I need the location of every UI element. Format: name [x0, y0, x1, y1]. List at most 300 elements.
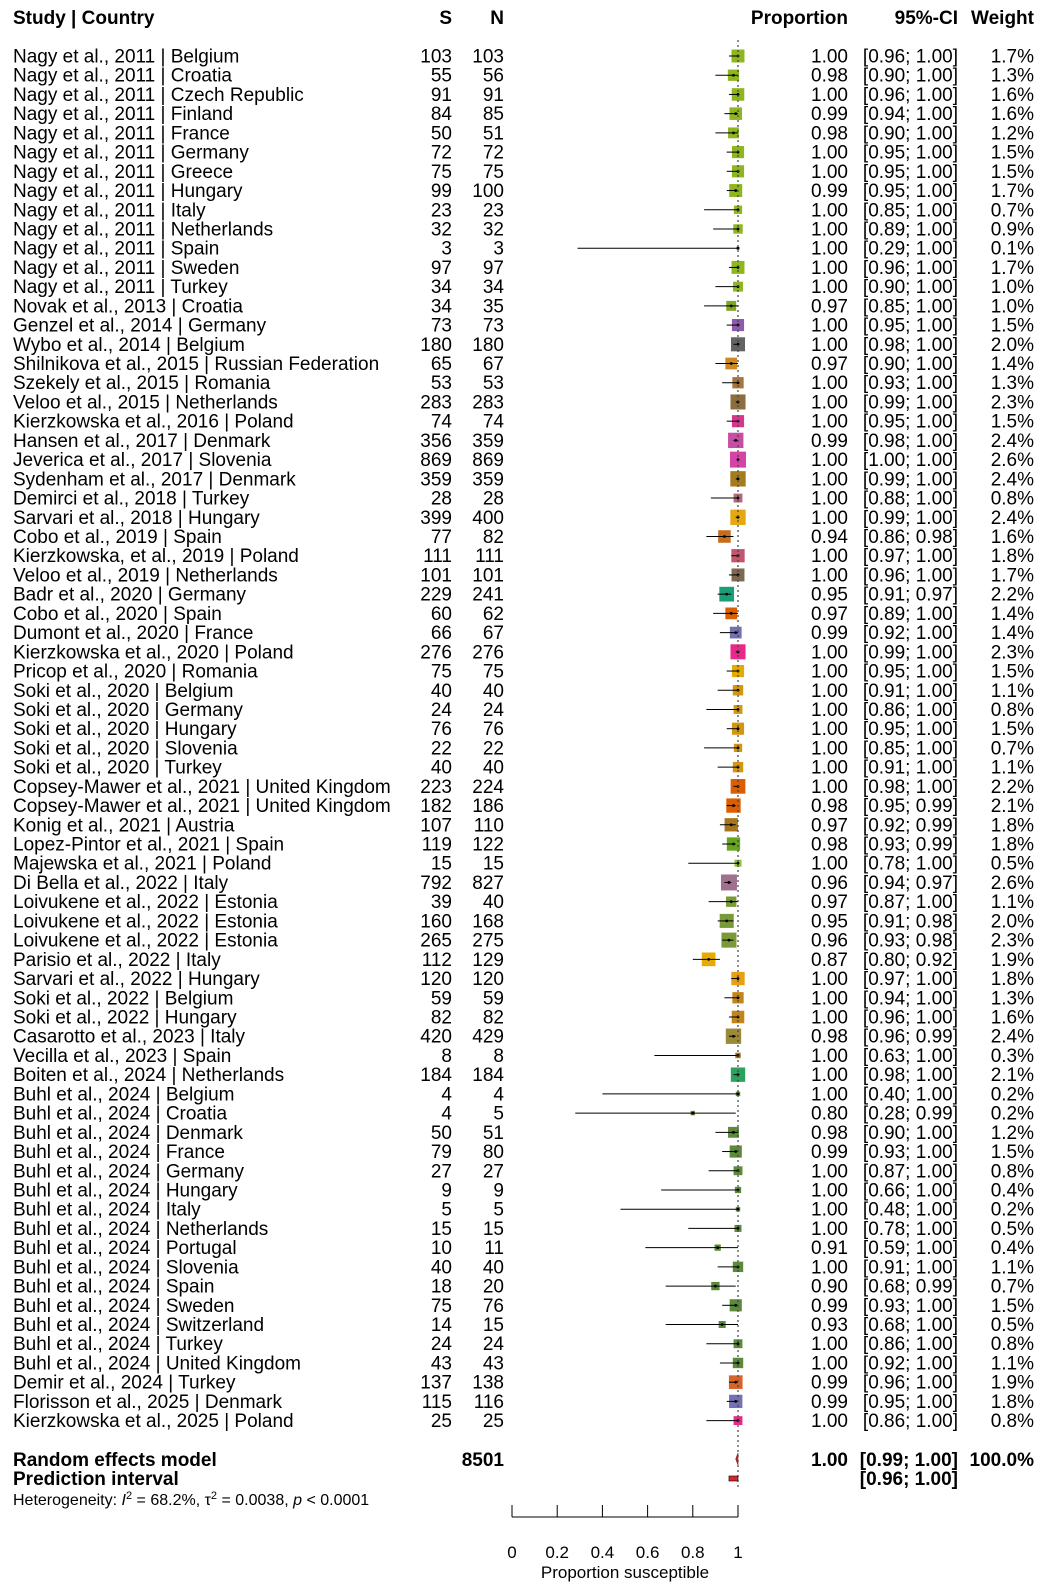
study-s: 75 — [430, 1295, 452, 1317]
study-proportion: 0.91 — [811, 1238, 848, 1260]
study-point — [732, 843, 735, 846]
study-n: 75 — [482, 661, 504, 683]
study-weight: 1.8% — [990, 546, 1034, 568]
study-weight: 1.5% — [990, 411, 1034, 433]
study-n: 359 — [472, 469, 504, 491]
study-n: 5 — [493, 1199, 504, 1221]
study-point — [737, 1227, 740, 1230]
study-proportion: 1.00 — [811, 1199, 848, 1221]
study-weight: 2.4% — [990, 469, 1034, 491]
study-ci: [0.94; 1.00] — [862, 988, 958, 1010]
study-n: 103 — [472, 46, 504, 68]
study-s: 28 — [430, 488, 452, 510]
study-proportion: 1.00 — [811, 853, 848, 875]
study-s: 10 — [430, 1238, 452, 1260]
study-n: 40 — [482, 680, 504, 702]
study-weight: 1.8% — [990, 815, 1034, 837]
study-weight: 1.1% — [990, 892, 1034, 914]
study-n: 24 — [482, 1334, 504, 1356]
study-ci: [0.95; 1.00] — [862, 661, 958, 683]
study-weight: 0.9% — [990, 219, 1034, 241]
study-proportion: 1.00 — [811, 219, 848, 241]
study-ci: [0.63; 1.00] — [862, 1045, 958, 1067]
prediction-interval-label: Prediction interval — [13, 1469, 179, 1490]
study-ci: [0.91; 1.00] — [862, 757, 958, 779]
study-n: 186 — [472, 796, 504, 818]
study-s: 107 — [420, 815, 452, 837]
study-ci: [0.90; 1.00] — [862, 277, 958, 299]
study-label: Buhl et al., 2024 | Turkey — [13, 1334, 223, 1356]
study-label: Wybo et al., 2014 | Belgium — [13, 334, 245, 356]
study-proportion: 1.00 — [811, 969, 848, 991]
study-ci: [0.99; 1.00] — [862, 392, 958, 414]
study-n: 111 — [475, 546, 504, 568]
study-ci: [0.96; 0.99] — [862, 1026, 958, 1048]
study-ci: [0.95; 0.99] — [862, 796, 958, 818]
study-row — [13, 911, 1034, 932]
study-row — [13, 681, 1034, 702]
study-label: Soki et al., 2020 | Slovenia — [13, 738, 238, 760]
study-label: Kierzkowska et al., 2016 | Poland — [13, 411, 294, 433]
study-s: 180 — [420, 334, 452, 356]
study-ci: [0.92; 1.00] — [862, 1353, 958, 1375]
study-n: 138 — [472, 1372, 504, 1394]
study-label: Nagy et al., 2011 | Sweden — [13, 257, 240, 279]
study-n: 429 — [472, 1026, 504, 1048]
study-proportion: 1.00 — [811, 450, 848, 472]
study-proportion: 1.00 — [811, 1045, 848, 1067]
study-n: 23 — [482, 200, 504, 222]
study-row — [13, 258, 1034, 279]
study-s: 184 — [420, 1065, 452, 1087]
study-row — [13, 200, 1034, 221]
x-axis-tick-label: 0 — [507, 1543, 517, 1562]
study-n: 120 — [472, 969, 504, 991]
study-s: 14 — [430, 1315, 452, 1337]
study-point — [737, 247, 740, 250]
study-label: Buhl et al., 2024 | Portugal — [13, 1238, 237, 1260]
study-row — [13, 585, 1034, 606]
study-row — [13, 1180, 1034, 1201]
study-weight: 0.8% — [990, 1411, 1034, 1433]
study-n: 76 — [482, 1295, 504, 1317]
study-s: 5 — [441, 1199, 452, 1221]
x-axis-tick-label: 0.2 — [545, 1543, 570, 1562]
study-row — [13, 969, 1034, 990]
study-n: 129 — [472, 949, 504, 971]
study-s: 265 — [420, 930, 452, 952]
study-row — [13, 1334, 1034, 1355]
study-n: 76 — [482, 719, 504, 741]
study-weight: 0.3% — [990, 1045, 1034, 1067]
study-weight: 1.9% — [990, 1372, 1034, 1394]
study-s: 40 — [430, 757, 452, 779]
study-label: Cobo et al., 2019 | Spain — [13, 527, 222, 548]
study-row — [13, 1104, 1034, 1125]
study-label: Nagy et al., 2011 | Hungary — [13, 181, 243, 203]
study-ci: [0.96; 1.00] — [862, 565, 958, 587]
study-weight: 1.1% — [990, 1353, 1034, 1375]
study-weight: 1.6% — [990, 1007, 1034, 1029]
study-row — [13, 104, 1034, 125]
study-label: Nagy et al., 2011 | Belgium — [13, 46, 240, 68]
study-row — [13, 738, 1034, 759]
x-axis-tick-label: 0.4 — [590, 1543, 615, 1562]
study-n: 110 — [473, 815, 504, 837]
study-weight: 1.1% — [990, 757, 1034, 779]
study-label: Loivukene et al., 2022 | Estonia — [13, 911, 278, 933]
study-row — [13, 1277, 1034, 1298]
study-point — [716, 1246, 719, 1249]
study-weight: 1.8% — [990, 834, 1034, 856]
random-effects-diamond — [736, 1453, 738, 1465]
study-weight: 1.2% — [990, 123, 1034, 145]
study-row — [13, 1257, 1034, 1278]
study-proportion: 0.80 — [811, 1103, 848, 1125]
study-label: Nagy et al., 2011 | Czech Republic — [13, 84, 304, 106]
study-proportion: 1.00 — [811, 988, 848, 1010]
study-proportion: 1.00 — [811, 315, 848, 337]
study-proportion: 0.98 — [811, 1122, 848, 1144]
heterogeneity-text: Heterogeneity: $I^2 = 68.2\%$, $\tau^2 = 0.0038$, p < 0.0001 — [13, 1490, 370, 1509]
study-proportion: 1.00 — [811, 565, 848, 587]
study-ci: [0.93; 0.98] — [862, 930, 958, 952]
study-weight: 1.8% — [990, 969, 1034, 991]
study-label: Badr et al., 2020 | Germany — [13, 584, 247, 606]
study-row — [13, 873, 1034, 894]
study-row — [13, 123, 1034, 144]
study-n: 75 — [482, 161, 504, 183]
study-point — [732, 131, 735, 134]
study-weight: 1.5% — [990, 719, 1034, 741]
study-label: Soki et al., 2022 | Hungary — [13, 1007, 237, 1029]
study-n: 40 — [482, 757, 504, 779]
study-proportion: 1.00 — [811, 373, 848, 395]
study-s: 283 — [420, 392, 452, 414]
study-label: Nagy et al., 2011 | Netherlands — [13, 219, 274, 241]
study-row — [13, 1296, 1034, 1317]
study-n: 35 — [482, 296, 504, 318]
study-n: 97 — [482, 257, 504, 279]
study-n: 827 — [472, 872, 504, 894]
study-ci: [0.66; 1.00] — [862, 1180, 958, 1202]
study-row — [13, 392, 1034, 413]
study-row — [13, 700, 1034, 721]
study-ci: [0.29; 1.00] — [862, 238, 958, 260]
study-s: 75 — [430, 161, 452, 183]
study-row — [13, 931, 1034, 952]
study-weight: 0.4% — [990, 1238, 1034, 1260]
study-row — [13, 47, 1034, 68]
study-proportion: 0.99 — [811, 1391, 848, 1413]
study-n: 15 — [482, 1218, 504, 1240]
study-label: Demirci et al., 2018 | Turkey — [13, 488, 250, 510]
study-row — [13, 143, 1034, 164]
study-s: 112 — [421, 949, 452, 971]
study-row — [13, 181, 1034, 202]
study-n: 28 — [482, 488, 504, 510]
study-n: 85 — [482, 104, 504, 126]
study-n: 168 — [472, 911, 504, 933]
study-weight: 2.2% — [990, 584, 1034, 606]
study-weight: 1.4% — [990, 603, 1034, 625]
study-weight: 1.1% — [990, 1257, 1034, 1279]
study-weight: 0.5% — [990, 1218, 1034, 1240]
study-s: 84 — [430, 104, 452, 126]
study-label: Jeverica et al., 2017 | Slovenia — [13, 450, 272, 472]
study-label: Veloo et al., 2015 | Netherlands — [13, 392, 278, 414]
study-row — [13, 412, 1034, 433]
study-weight: 1.3% — [990, 65, 1034, 87]
study-proportion: 1.00 — [811, 719, 848, 741]
study-weight: 1.7% — [990, 565, 1034, 587]
study-row — [13, 1084, 1034, 1105]
study-ci: [0.90; 1.00] — [862, 123, 958, 145]
study-weight: 2.6% — [990, 872, 1034, 894]
study-ci: [0.93; 1.00] — [862, 1142, 958, 1164]
study-proportion: 1.00 — [811, 1065, 848, 1087]
study-row — [13, 1142, 1034, 1163]
study-row — [13, 796, 1034, 817]
study-row — [13, 662, 1034, 683]
study-ci: [0.95; 1.00] — [862, 1391, 958, 1413]
study-proportion: 0.94 — [811, 527, 848, 548]
study-weight: 2.4% — [990, 1026, 1034, 1048]
study-row — [13, 1219, 1034, 1240]
study-s: 66 — [430, 623, 452, 645]
study-label: Casarotto et al., 2023 | Italy — [13, 1026, 246, 1048]
study-row — [13, 546, 1034, 567]
study-ci: [0.94; 0.97] — [862, 872, 958, 894]
study-n: 359 — [472, 430, 504, 452]
study-proportion: 1.00 — [811, 642, 848, 664]
study-point — [730, 612, 733, 615]
study-point — [732, 1131, 735, 1134]
study-n: 184 — [472, 1065, 504, 1087]
study-n: 51 — [482, 1122, 504, 1144]
study-s: 32 — [430, 219, 452, 241]
study-ci: [0.93; 1.00] — [862, 1295, 958, 1317]
study-n: 224 — [472, 776, 504, 798]
study-ci: [0.98; 1.00] — [862, 430, 958, 452]
header-study: Study | Country — [13, 8, 155, 29]
study-ci: [0.91; 1.00] — [862, 1257, 958, 1279]
study-proportion: 1.00 — [811, 277, 848, 299]
x-axis-tick-label: 0.8 — [680, 1543, 705, 1562]
study-proportion: 1.00 — [811, 507, 848, 529]
study-weight: 1.0% — [990, 277, 1034, 299]
study-point — [737, 862, 740, 865]
study-ci: [0.88; 1.00] — [862, 488, 958, 510]
study-row — [13, 85, 1034, 106]
header-n: N — [490, 8, 504, 29]
study-row — [13, 469, 1034, 490]
study-label: Lopez-Pintor et al., 2021 | Spain — [13, 834, 285, 856]
header-proportion: Proportion — [750, 8, 848, 29]
study-ci: [0.78; 1.00] — [862, 1218, 958, 1240]
prediction-interval-bar — [729, 1476, 738, 1481]
study-n: 27 — [482, 1161, 504, 1183]
study-s: 4 — [441, 1084, 452, 1106]
study-n: 80 — [482, 1142, 504, 1164]
study-weight: 0.7% — [990, 1276, 1034, 1298]
study-row — [13, 1200, 1034, 1221]
study-s: 101 — [420, 565, 452, 587]
study-label: Parisio et al., 2022 | Italy — [13, 949, 221, 971]
study-weight: 2.4% — [990, 507, 1034, 529]
study-row — [13, 1027, 1034, 1048]
study-s: 869 — [420, 450, 452, 472]
study-row — [13, 719, 1034, 740]
study-label: Copsey-Mawer et al., 2021 | United Kingdom — [13, 776, 391, 798]
study-label: Buhl et al., 2024 | Sweden — [13, 1295, 235, 1317]
study-ci: [0.86; 0.98] — [862, 527, 958, 548]
study-ci: [0.78; 1.00] — [862, 853, 958, 875]
study-label: Shilnikova et al., 2015 | Russian Federation — [13, 354, 380, 376]
study-proportion: 1.00 — [811, 257, 848, 279]
study-label: Sarvari et al., 2022 | Hungary — [13, 969, 260, 991]
study-weight: 1.3% — [990, 988, 1034, 1010]
study-proportion: 1.00 — [811, 200, 848, 222]
study-weight: 2.6% — [990, 450, 1034, 472]
study-label: Florisson et al., 2025 | Denmark — [13, 1391, 282, 1413]
study-s: 229 — [420, 584, 452, 606]
study-ci: [0.68; 0.99] — [862, 1276, 958, 1298]
study-ci: [0.97; 1.00] — [862, 546, 958, 568]
study-point — [725, 920, 728, 923]
study-weight: 0.5% — [990, 1315, 1034, 1337]
study-ci: [0.99; 1.00] — [862, 469, 958, 491]
study-ci: [1.00; 1.00] — [862, 450, 958, 472]
study-point — [734, 631, 737, 634]
study-s: 74 — [430, 411, 452, 433]
study-weight: 2.0% — [990, 334, 1034, 356]
study-ci: [0.97; 1.00] — [862, 969, 958, 991]
study-proportion: 0.98 — [811, 796, 848, 818]
study-row — [13, 431, 1034, 452]
study-weight: 0.4% — [990, 1180, 1034, 1202]
study-row — [13, 354, 1034, 375]
study-proportion: 0.99 — [811, 104, 848, 126]
study-n: 67 — [482, 623, 504, 645]
study-ci: [0.98; 1.00] — [862, 334, 958, 356]
study-n: 82 — [482, 527, 504, 548]
study-s: 399 — [420, 507, 452, 529]
study-row — [13, 277, 1034, 298]
study-label: Pricop et al., 2020 | Romania — [13, 661, 258, 683]
study-n: 9 — [493, 1180, 504, 1202]
study-ci: [0.92; 1.00] — [862, 623, 958, 645]
study-point — [734, 1381, 737, 1384]
study-s: 356 — [420, 430, 452, 452]
random-effects-ci: [0.99; 1.00] — [859, 1450, 958, 1471]
header-ci: 95%-CI — [894, 8, 958, 29]
study-n: 15 — [482, 853, 504, 875]
study-proportion: 0.98 — [811, 1026, 848, 1048]
study-label: Boiten et al., 2024 | Netherlands — [13, 1065, 285, 1087]
study-label: Soki et al., 2020 | Hungary — [13, 719, 237, 741]
study-label: Loivukene et al., 2022 | Estonia — [13, 892, 278, 914]
study-row — [13, 1411, 1034, 1432]
study-label: Kierzkowska et al., 2020 | Poland — [13, 642, 294, 664]
study-row — [13, 1046, 1034, 1067]
study-weight: 1.5% — [990, 142, 1034, 164]
study-row — [13, 892, 1034, 913]
study-label: Soki et al., 2020 | Germany — [13, 699, 243, 721]
study-weight: 2.1% — [990, 1065, 1034, 1087]
study-label: Demir et al., 2024 | Turkey — [13, 1372, 236, 1394]
study-weight: 1.5% — [990, 1142, 1034, 1164]
study-label: Buhl et al., 2024 | Hungary — [13, 1180, 238, 1202]
study-weight: 0.2% — [990, 1199, 1034, 1221]
study-proportion: 1.00 — [811, 46, 848, 68]
study-s: 50 — [430, 123, 452, 145]
study-row — [13, 1238, 1034, 1259]
study-ci: [0.96; 1.00] — [862, 257, 958, 279]
x-axis — [507, 1505, 742, 1562]
study-row — [13, 527, 1034, 548]
study-weight: 1.7% — [990, 46, 1034, 68]
study-ci: [0.40; 1.00] — [862, 1084, 958, 1106]
study-proportion: 0.99 — [811, 1295, 848, 1317]
study-s: 99 — [430, 181, 452, 203]
study-weight: 1.5% — [990, 315, 1034, 337]
study-proportion: 0.97 — [811, 815, 848, 837]
study-row — [13, 1353, 1034, 1374]
study-label: Buhl et al., 2024 | Spain — [13, 1276, 215, 1298]
study-s: 34 — [430, 277, 452, 299]
study-ci: [0.90; 1.00] — [862, 65, 958, 87]
study-s: 23 — [430, 200, 452, 222]
study-ci: [0.91; 0.97] — [862, 584, 958, 606]
study-proportion: 0.97 — [811, 603, 848, 625]
study-s: 223 — [420, 776, 452, 798]
study-weight: 1.4% — [990, 354, 1034, 376]
study-weight: 1.8% — [990, 1391, 1034, 1413]
study-proportion: 0.98 — [811, 123, 848, 145]
study-label: Buhl et al., 2024 | Italy — [13, 1199, 201, 1221]
study-n: 4 — [493, 1084, 504, 1106]
study-proportion: 1.00 — [811, 546, 848, 568]
study-s: 59 — [430, 988, 452, 1010]
study-point — [728, 939, 731, 942]
study-row — [13, 335, 1034, 356]
study-point — [730, 900, 733, 903]
study-ci: [0.91; 0.98] — [862, 911, 958, 933]
study-proportion: 0.98 — [811, 834, 848, 856]
study-n: 51 — [482, 123, 504, 145]
study-n: 241 — [472, 584, 504, 606]
study-weight: 2.3% — [990, 642, 1034, 664]
study-point — [734, 1150, 737, 1153]
study-s: 276 — [420, 642, 452, 664]
study-s: 73 — [430, 315, 452, 337]
study-weight: 1.0% — [990, 296, 1034, 318]
study-weight: 1.4% — [990, 623, 1034, 645]
study-point — [707, 958, 710, 961]
x-axis-tick-label: 0.6 — [635, 1543, 660, 1562]
header-s: S — [439, 8, 452, 29]
study-label: Buhl et al., 2024 | Netherlands — [13, 1218, 269, 1240]
study-weight: 2.3% — [990, 930, 1034, 952]
study-point — [730, 362, 733, 365]
study-n: 25 — [482, 1411, 504, 1433]
study-n: 82 — [482, 1007, 504, 1029]
study-proportion: 1.00 — [811, 142, 848, 164]
study-proportion: 1.00 — [811, 1161, 848, 1183]
study-row — [13, 815, 1034, 836]
study-ci: [0.93; 0.99] — [862, 834, 958, 856]
